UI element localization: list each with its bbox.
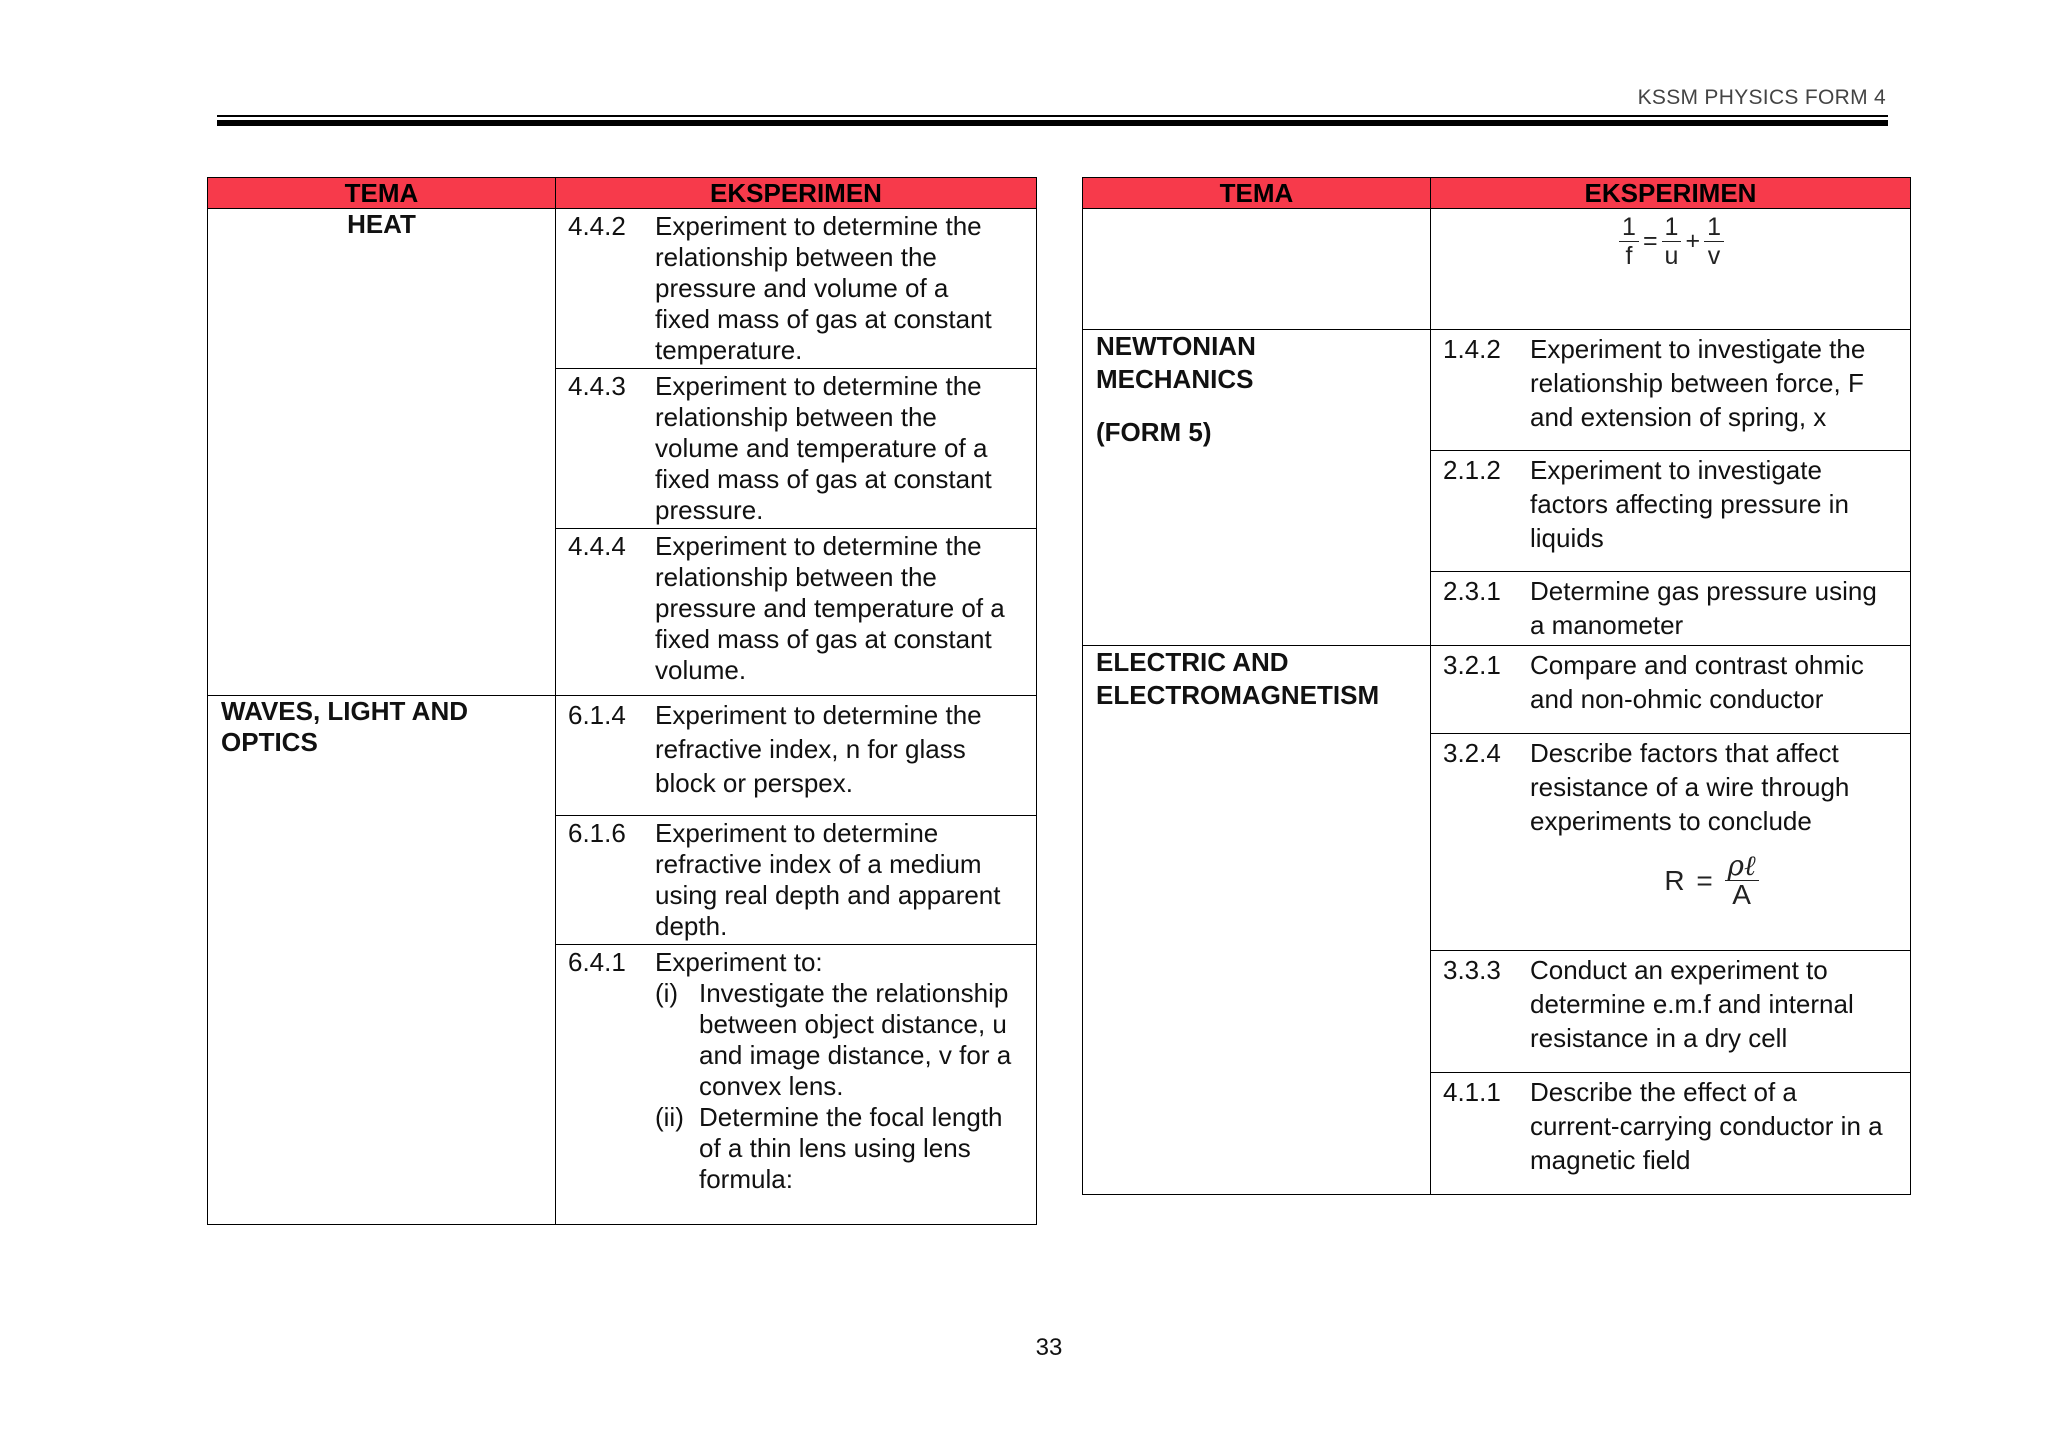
- experiment-number: 6.4.1: [568, 947, 626, 977]
- tema-electric-electromagnetism: ELECTRIC AND ELECTROMAGNETISM: [1083, 646, 1431, 1195]
- experiment-description: Compare and contrast ohmic and non-ohmic conductor: [1530, 650, 1864, 714]
- tema-empty: [1083, 209, 1431, 330]
- resistance-formula: R = $\frac{\text{ρℓ}}{A}$: [1443, 852, 1900, 909]
- experiment-number: 6.1.6: [568, 818, 626, 848]
- experiment-6-1-4: [556, 696, 1037, 816]
- experiment-3-2-4: [1431, 734, 1911, 951]
- tema-heat: HEAT: [208, 209, 556, 696]
- experiment-3-3-3: [1431, 951, 1911, 1073]
- sub-item: (i) Investigate the relationship between object distance, u and image distance, v for a convex lens.: [655, 978, 1012, 1101]
- experiment-number: 4.4.2: [568, 211, 626, 241]
- table-header-row: [1083, 178, 1911, 209]
- experiment-number: 6.1.4: [568, 700, 626, 730]
- experiment-4-1-1: [1431, 1073, 1911, 1195]
- column-header-eksperimen: EKSPERIMEN: [556, 178, 1037, 209]
- experiment-description: Describe the effect of a current-carrying conductor in a magnetic field: [1530, 1077, 1883, 1175]
- experiment-number: 2.1.2: [1443, 455, 1501, 485]
- experiment-4-4-2: [556, 209, 1037, 369]
- page-number: 33: [1035, 1334, 1063, 1361]
- experiment-description: Experiment to: (i) Investigate the relationship between object distance, u and image distance, v for a convex lens. (ii) Determine the focal length of a thin lens using lens formula:: [655, 947, 1026, 1195]
- experiment-description: Experiment to determine the refractive index, n for glass block or perspex.: [655, 700, 982, 798]
- table-row: [208, 209, 1037, 369]
- experiment-2-1-2: [1431, 451, 1911, 572]
- experiment-2-3-1: [1431, 572, 1911, 646]
- experiment-description: Experiment to investigate factors affecting pressure in liquids: [1530, 455, 1849, 553]
- experiment-table-left: [207, 177, 1037, 1225]
- experiment-4-4-4: [556, 529, 1037, 696]
- experiment-6-1-6: [556, 816, 1037, 945]
- table-header-row: [208, 178, 1037, 209]
- table-row: [1083, 209, 1911, 330]
- experiment-description: Experiment to determine the relationship between the volume and temperature of a fixed mass of gas at constant pressure.: [655, 371, 992, 525]
- tema-newtonian-mechanics: NEWTONIAN MECHANICS (FORM 5): [1083, 330, 1431, 646]
- experiment-description: Experiment to determine the relationship between the pressure and temperature of a fixed mass of gas at constant volume.: [655, 531, 1005, 685]
- lens-formula: $\frac{1}{f}$ = $\frac{1}{u}$ + $\frac{1}{v}$: [1443, 211, 1900, 270]
- experiment-description: Describe factors that affect resistance of a wire through experiments to conclude: [1530, 738, 1850, 836]
- table-row: [1083, 330, 1911, 451]
- experiment-number: 3.3.3: [1443, 955, 1501, 985]
- table-row: [208, 696, 1037, 816]
- header-rule-thin: [217, 115, 1888, 117]
- tema-waves-light-optics: WAVES, LIGHT AND OPTICS: [208, 696, 556, 1225]
- experiment-3-2-1: [1431, 646, 1911, 734]
- experiment-number: 3.2.4: [1443, 738, 1501, 768]
- lens-formula-cell: [1431, 209, 1911, 330]
- experiment-description: Experiment to determine refractive index of a medium using real depth and apparent depth.: [655, 818, 1001, 941]
- column-header-tema: TEMA: [208, 178, 556, 209]
- experiment-number: 3.2.1: [1443, 650, 1501, 680]
- experiment-number: 4.1.1: [1443, 1077, 1501, 1107]
- experiment-number: 4.4.3: [568, 371, 626, 401]
- table-row: [1083, 646, 1911, 734]
- experiment-description: Experiment to determine the relationship between the pressure and volume of a fixed mass of gas at constant temperature.: [655, 211, 992, 365]
- header-rule-thick: [217, 120, 1888, 126]
- experiment-1-4-2: [1431, 330, 1911, 451]
- experiment-number: 4.4.4: [568, 531, 626, 561]
- column-header-eksperimen: EKSPERIMEN: [1431, 178, 1911, 209]
- column-header-tema: TEMA: [1083, 178, 1431, 209]
- experiment-description: Conduct an experiment to determine e.m.f and internal resistance in a dry cell: [1530, 955, 1854, 1053]
- experiment-description: Experiment to investigate the relationship between force, F and extension of spring, x: [1530, 334, 1866, 432]
- header-title: KSSM PHYSICS FORM 4: [1637, 86, 1886, 109]
- experiment-number: 2.3.1: [1443, 576, 1501, 606]
- experiment-description: Determine gas pressure using a manometer: [1530, 576, 1877, 640]
- experiment-6-4-1: [556, 945, 1037, 1225]
- experiment-table-right: [1082, 177, 1911, 1195]
- experiment-4-4-3: [556, 369, 1037, 529]
- sub-item: (ii) Determine the focal length of a thin lens using lens formula:: [655, 1102, 1003, 1194]
- experiment-number: 1.4.2: [1443, 334, 1501, 364]
